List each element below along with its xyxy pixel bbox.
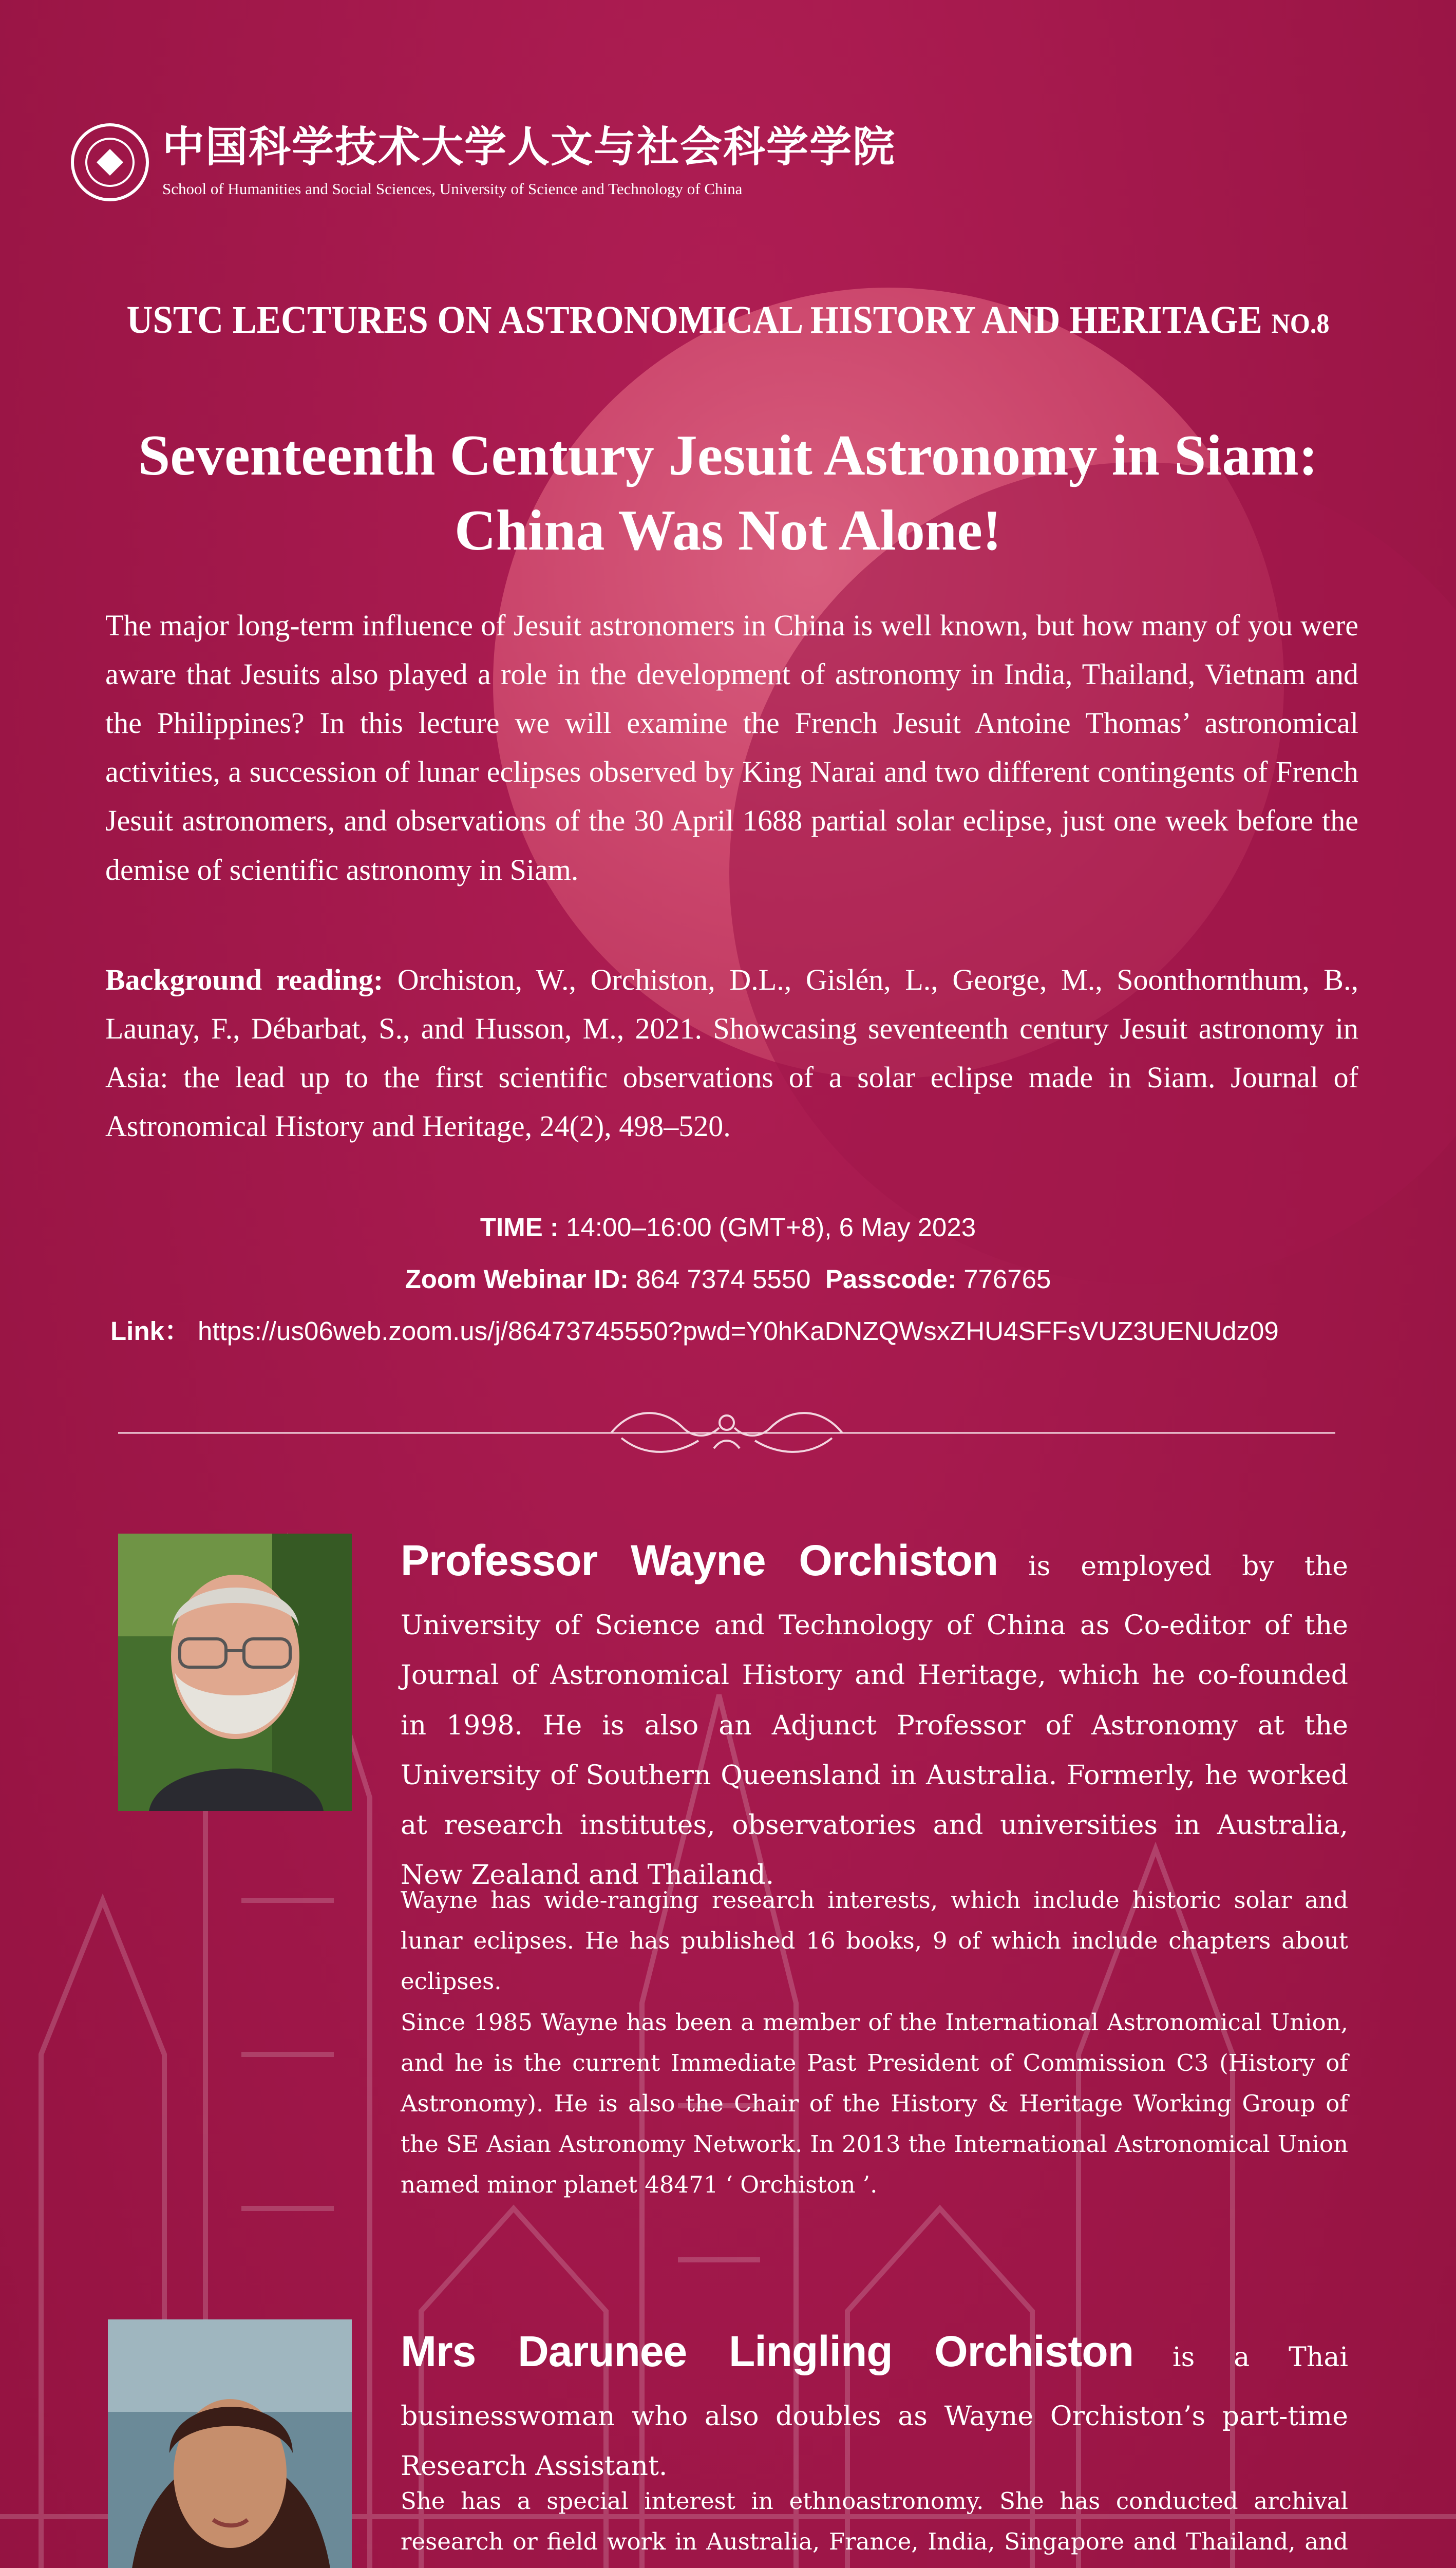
speaker-intro-darunee: is a Thai businesswoman who also doubles as Wayne Orchiston’s part-time Research Assistant. bbox=[401, 2342, 1348, 2482]
zoom-id-label: Zoom Webinar ID: bbox=[405, 1264, 629, 1294]
lecture-abstract: The major long-term influence of Jesuit astronomers in China is well known, but how many of you were aware that Jesuits also played a role in the development of astronomy in India, Thailand, Vietnam and the Philippines? In this lecture we will examine the French Jesuit Antoine Thomas’ astronomical activities, a succession of lunar eclipses observed by King Narai and two different contingents of French Jesuit astronomers, and observations of the 30 April 1688 partial solar eclipse, just one week before the demise of scientific astronomy in Siam. bbox=[105, 609, 1358, 886]
darunee-orchiston-details bbox=[401, 2481, 1348, 2568]
school-name-english: School of Humanities and Social Sciences, University of Science and Technology of China bbox=[162, 180, 743, 198]
lecture-title bbox=[0, 419, 1456, 568]
passcode-value: 776765 bbox=[963, 1264, 1051, 1294]
link-label: Link： bbox=[110, 1316, 191, 1346]
series-number: NO.8 bbox=[1271, 308, 1330, 339]
series-label: USTC LECTURES ON ASTRONOMICAL HISTORY AND HERITAGE bbox=[126, 298, 1262, 342]
wayne-orchiston-photo bbox=[118, 1534, 352, 1811]
wayne-orchiston-details bbox=[401, 1880, 1348, 2205]
darunee-orchiston-photo bbox=[108, 2319, 352, 2568]
darunee-orchiston-bio bbox=[401, 2311, 1348, 2492]
lecture-title-line-2: China Was Not Alone! bbox=[454, 498, 1002, 562]
speaker-name-darunee: Mrs Darunee Lingling Orchiston bbox=[401, 2327, 1134, 2375]
zoom-id-value: 864 7374 5550 bbox=[636, 1264, 811, 1294]
zoom-details bbox=[0, 1254, 1456, 1306]
ornamental-divider bbox=[118, 1402, 1335, 1464]
background-reading-citation: Orchiston, W., Orchiston, D.L., Gislén, L., George, M., Soonthornthum, B., Launay, F., Débarbat, S., and Husson, M., 2021. Showcasing seventeenth century Jesuit astronomy in Asia: the lead up to the first scientific observations of a solar eclipse made in Siam. Journal of Astronomical History and Heritage, 24(2), 498–520. bbox=[105, 963, 1358, 1143]
lecture-series-title bbox=[51, 298, 1405, 343]
zoom-link-row bbox=[0, 1306, 1456, 1357]
school-header bbox=[71, 123, 896, 201]
background-reading bbox=[105, 955, 1358, 1150]
background-reading-label: Background reading: bbox=[105, 963, 384, 996]
wayne-iau-paragraph: Since 1985 Wayne has been a member of the International Astronomical Union, and he is the current Immediate Past President of Commission C3 (History of Astronomy). He is also the Chair of the History & Heritage Working Group of the SE Asian Astronomy Network. In 2013 the International Astronomical Union named minor planet 48471 ‘ Orchiston ’. bbox=[401, 2008, 1348, 2199]
time-value: 14:00–16:00 (GMT+8), 6 May 2023 bbox=[566, 1213, 976, 1242]
speaker-name-wayne: Professor Wayne Orchiston bbox=[401, 1536, 998, 1584]
zoom-link[interactable]: https://us06web.zoom.us/j/86473745550?pwd=Y0hKaDNZQWsxZHU4SFFsVUZ3UENUdz09 bbox=[198, 1316, 1279, 1346]
event-details bbox=[0, 1202, 1456, 1357]
passcode-label: Passcode: bbox=[825, 1264, 957, 1294]
school-name-block bbox=[162, 126, 896, 198]
speaker-intro-wayne: is employed by the University of Science and Technology of China as Co-editor of the Journal of Astronomical History and Heritage, which he co-founded in 1998. He is also an Adjunct Professor of Astronomy at the University of Southern Queensland in Australia. Formerly, he worked at research institutes, observatories and universities in Australia, New Zealand and Thailand. bbox=[401, 1551, 1348, 1891]
wayne-orchiston-bio bbox=[401, 1520, 1348, 1900]
lecture-title-line-1: Seventeenth Century Jesuit Astronomy in Siam: bbox=[138, 424, 1318, 487]
university-seal-icon bbox=[71, 123, 149, 201]
darunee-research-paragraph: She has a special interest in ethnoastronomy. She has conducted archival research or field work in Australia, France, India, Singapore and Thailand, and bbox=[401, 2487, 1348, 2556]
time-label: TIME : bbox=[480, 1213, 559, 1242]
wayne-research-paragraph: Wayne has wide-ranging research interests, which include historic solar and lunar eclipses. He has published 16 books, 9 of which include chapters about eclipses. bbox=[401, 1886, 1348, 1995]
school-name-chinese: 中国科学技术大学人文与社会科学学院 bbox=[162, 124, 896, 171]
event-time bbox=[0, 1202, 1456, 1254]
